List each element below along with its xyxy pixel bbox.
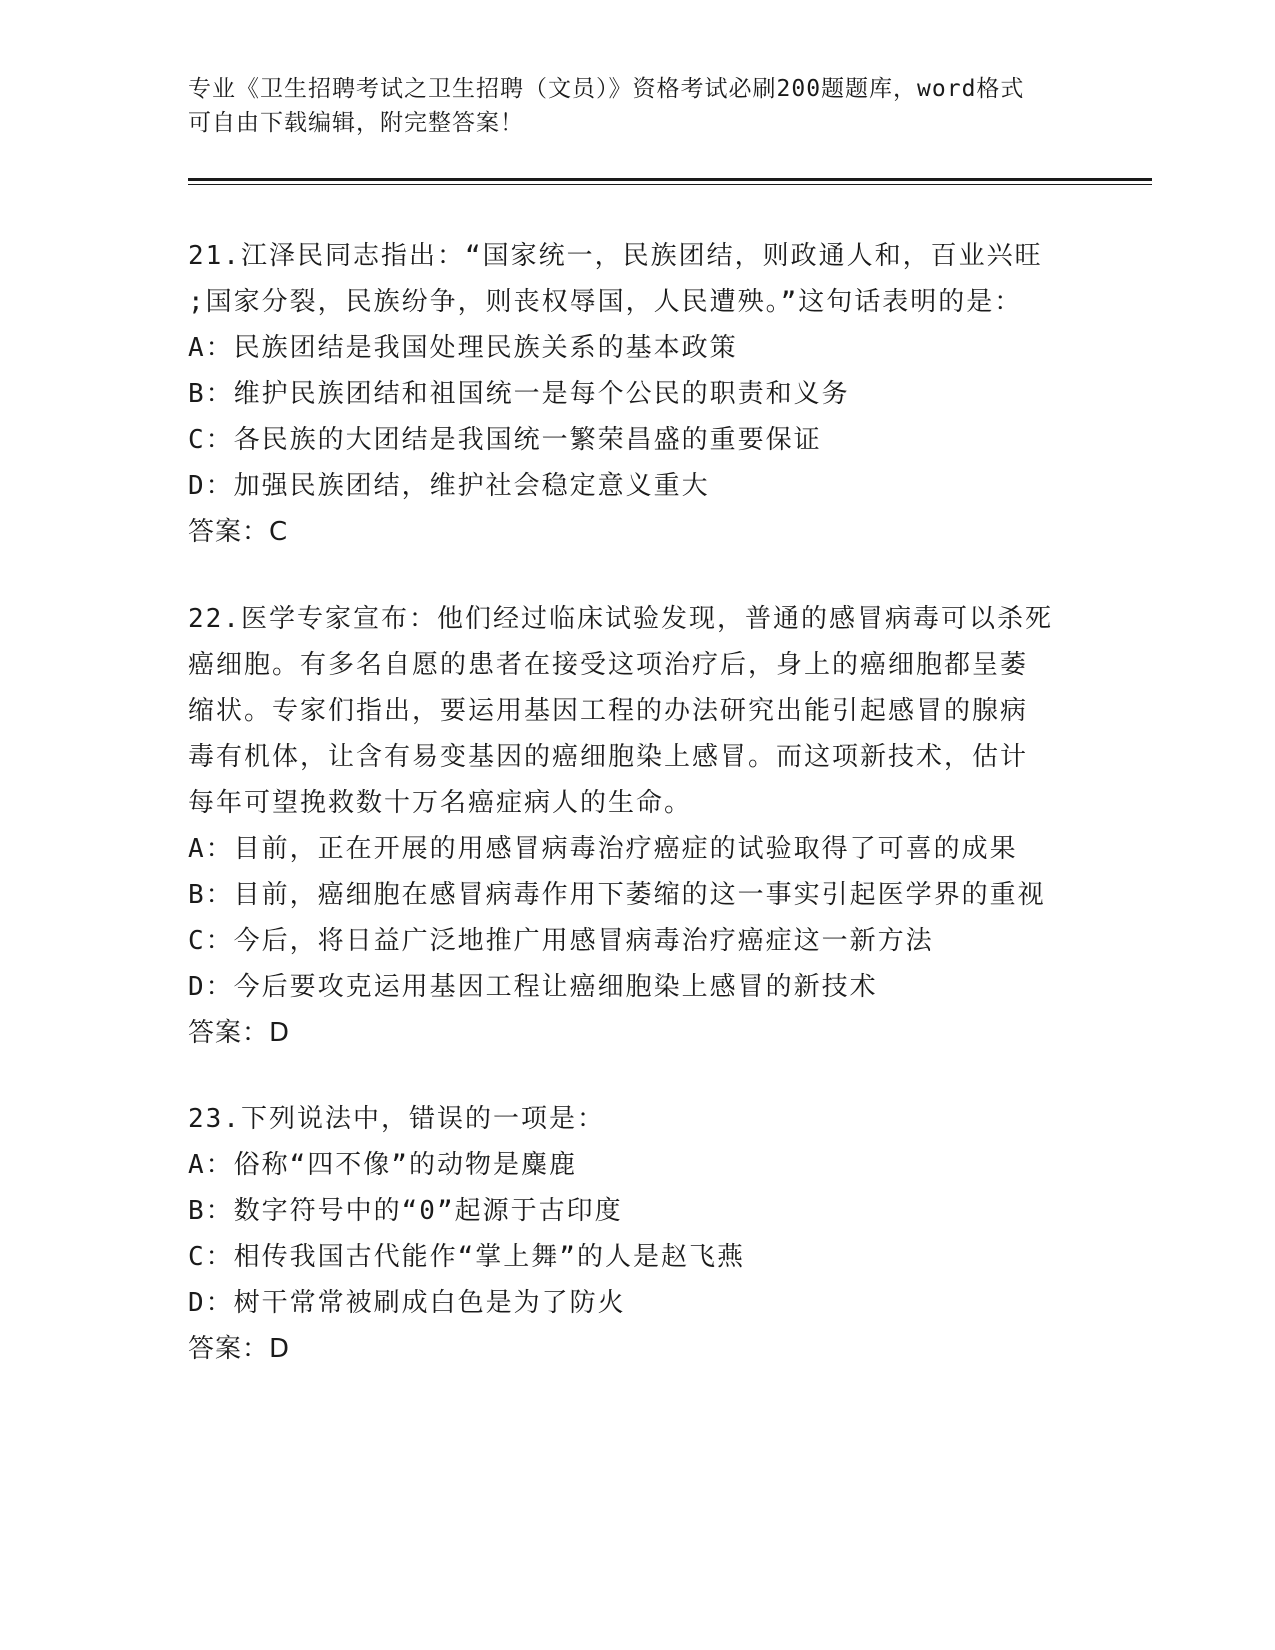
answer: 答案：D (188, 1018, 291, 1048)
option-a: A：民族团结是我国处理民族关系的基本政策 (188, 333, 738, 363)
header-line-1: 专业《卫生招聘考试之卫生招聘（文员）》资格考试必刷200题题库，word格式 (188, 76, 1025, 102)
question-stem-line: 23.下列说法中，错误的一项是： (188, 1104, 605, 1134)
option-c: C：相传我国古代能作“掌上舞”的人是赵飞燕 (188, 1242, 745, 1272)
question-stem-line: ;国家分裂，民族纷争，则丧权辱国，人民遭殃。”这句话表明的是： (188, 287, 1023, 317)
option-c: C：今后，将日益广泛地推广用感冒病毒治疗癌症这一新方法 (188, 926, 934, 956)
option-d: D：树干常常被刷成白色是为了防火 (188, 1288, 626, 1318)
option-b: B：目前，癌细胞在感冒病毒作用下萎缩的这一事实引起医学界的重视 (188, 880, 1046, 910)
question-stem-line: 每年可望挽救数十万名癌症病人的生命。 (188, 788, 693, 818)
option-c: C：各民族的大团结是我国统一繁荣昌盛的重要保证 (188, 425, 822, 455)
option-b: B：数字符号中的“0”起源于古印度 (188, 1196, 623, 1226)
question-22 (188, 596, 1088, 1056)
question-stem-line: 毒有机体，让含有易变基因的癌细胞染上感冒。而这项新技术，估计 (188, 742, 1029, 772)
option-b: B：维护民族团结和祖国统一是每个公民的职责和义务 (188, 379, 850, 409)
option-a: A：俗称“四不像”的动物是麋鹿 (188, 1150, 577, 1180)
question-stem-line: 缩状。专家们指出，要运用基因工程的办法研究出能引起感冒的腺病 (188, 696, 1029, 726)
header-line-2: 可自由下载编辑，附完整答案！ (188, 110, 524, 136)
question-stem-line: 癌细胞。有多名自愿的患者在接受这项治疗后，身上的癌细胞都呈萎 (188, 650, 1029, 680)
question-stem-line: 21.江泽民同志指出：“国家统一，民族团结，则政通人和，百业兴旺 (188, 241, 1043, 271)
answer: 答案：D (188, 1334, 291, 1364)
question-21 (188, 233, 1088, 555)
question-stem-line: 22.医学专家宣布：他们经过临床试验发现，普通的感冒病毒可以杀死 (188, 604, 1053, 634)
header-divider-thin (188, 184, 1152, 185)
question-23 (188, 1096, 1088, 1372)
option-d: D：加强民族团结，维护社会稳定意义重大 (188, 471, 710, 501)
document-header (188, 72, 1068, 140)
answer: 答案：C (188, 517, 289, 547)
option-d: D：今后要攻克运用基因工程让癌细胞染上感冒的新技术 (188, 972, 878, 1002)
header-divider-thick (188, 178, 1152, 181)
option-a: A：目前，正在开展的用感冒病毒治疗癌症的试验取得了可喜的成果 (188, 834, 1018, 864)
